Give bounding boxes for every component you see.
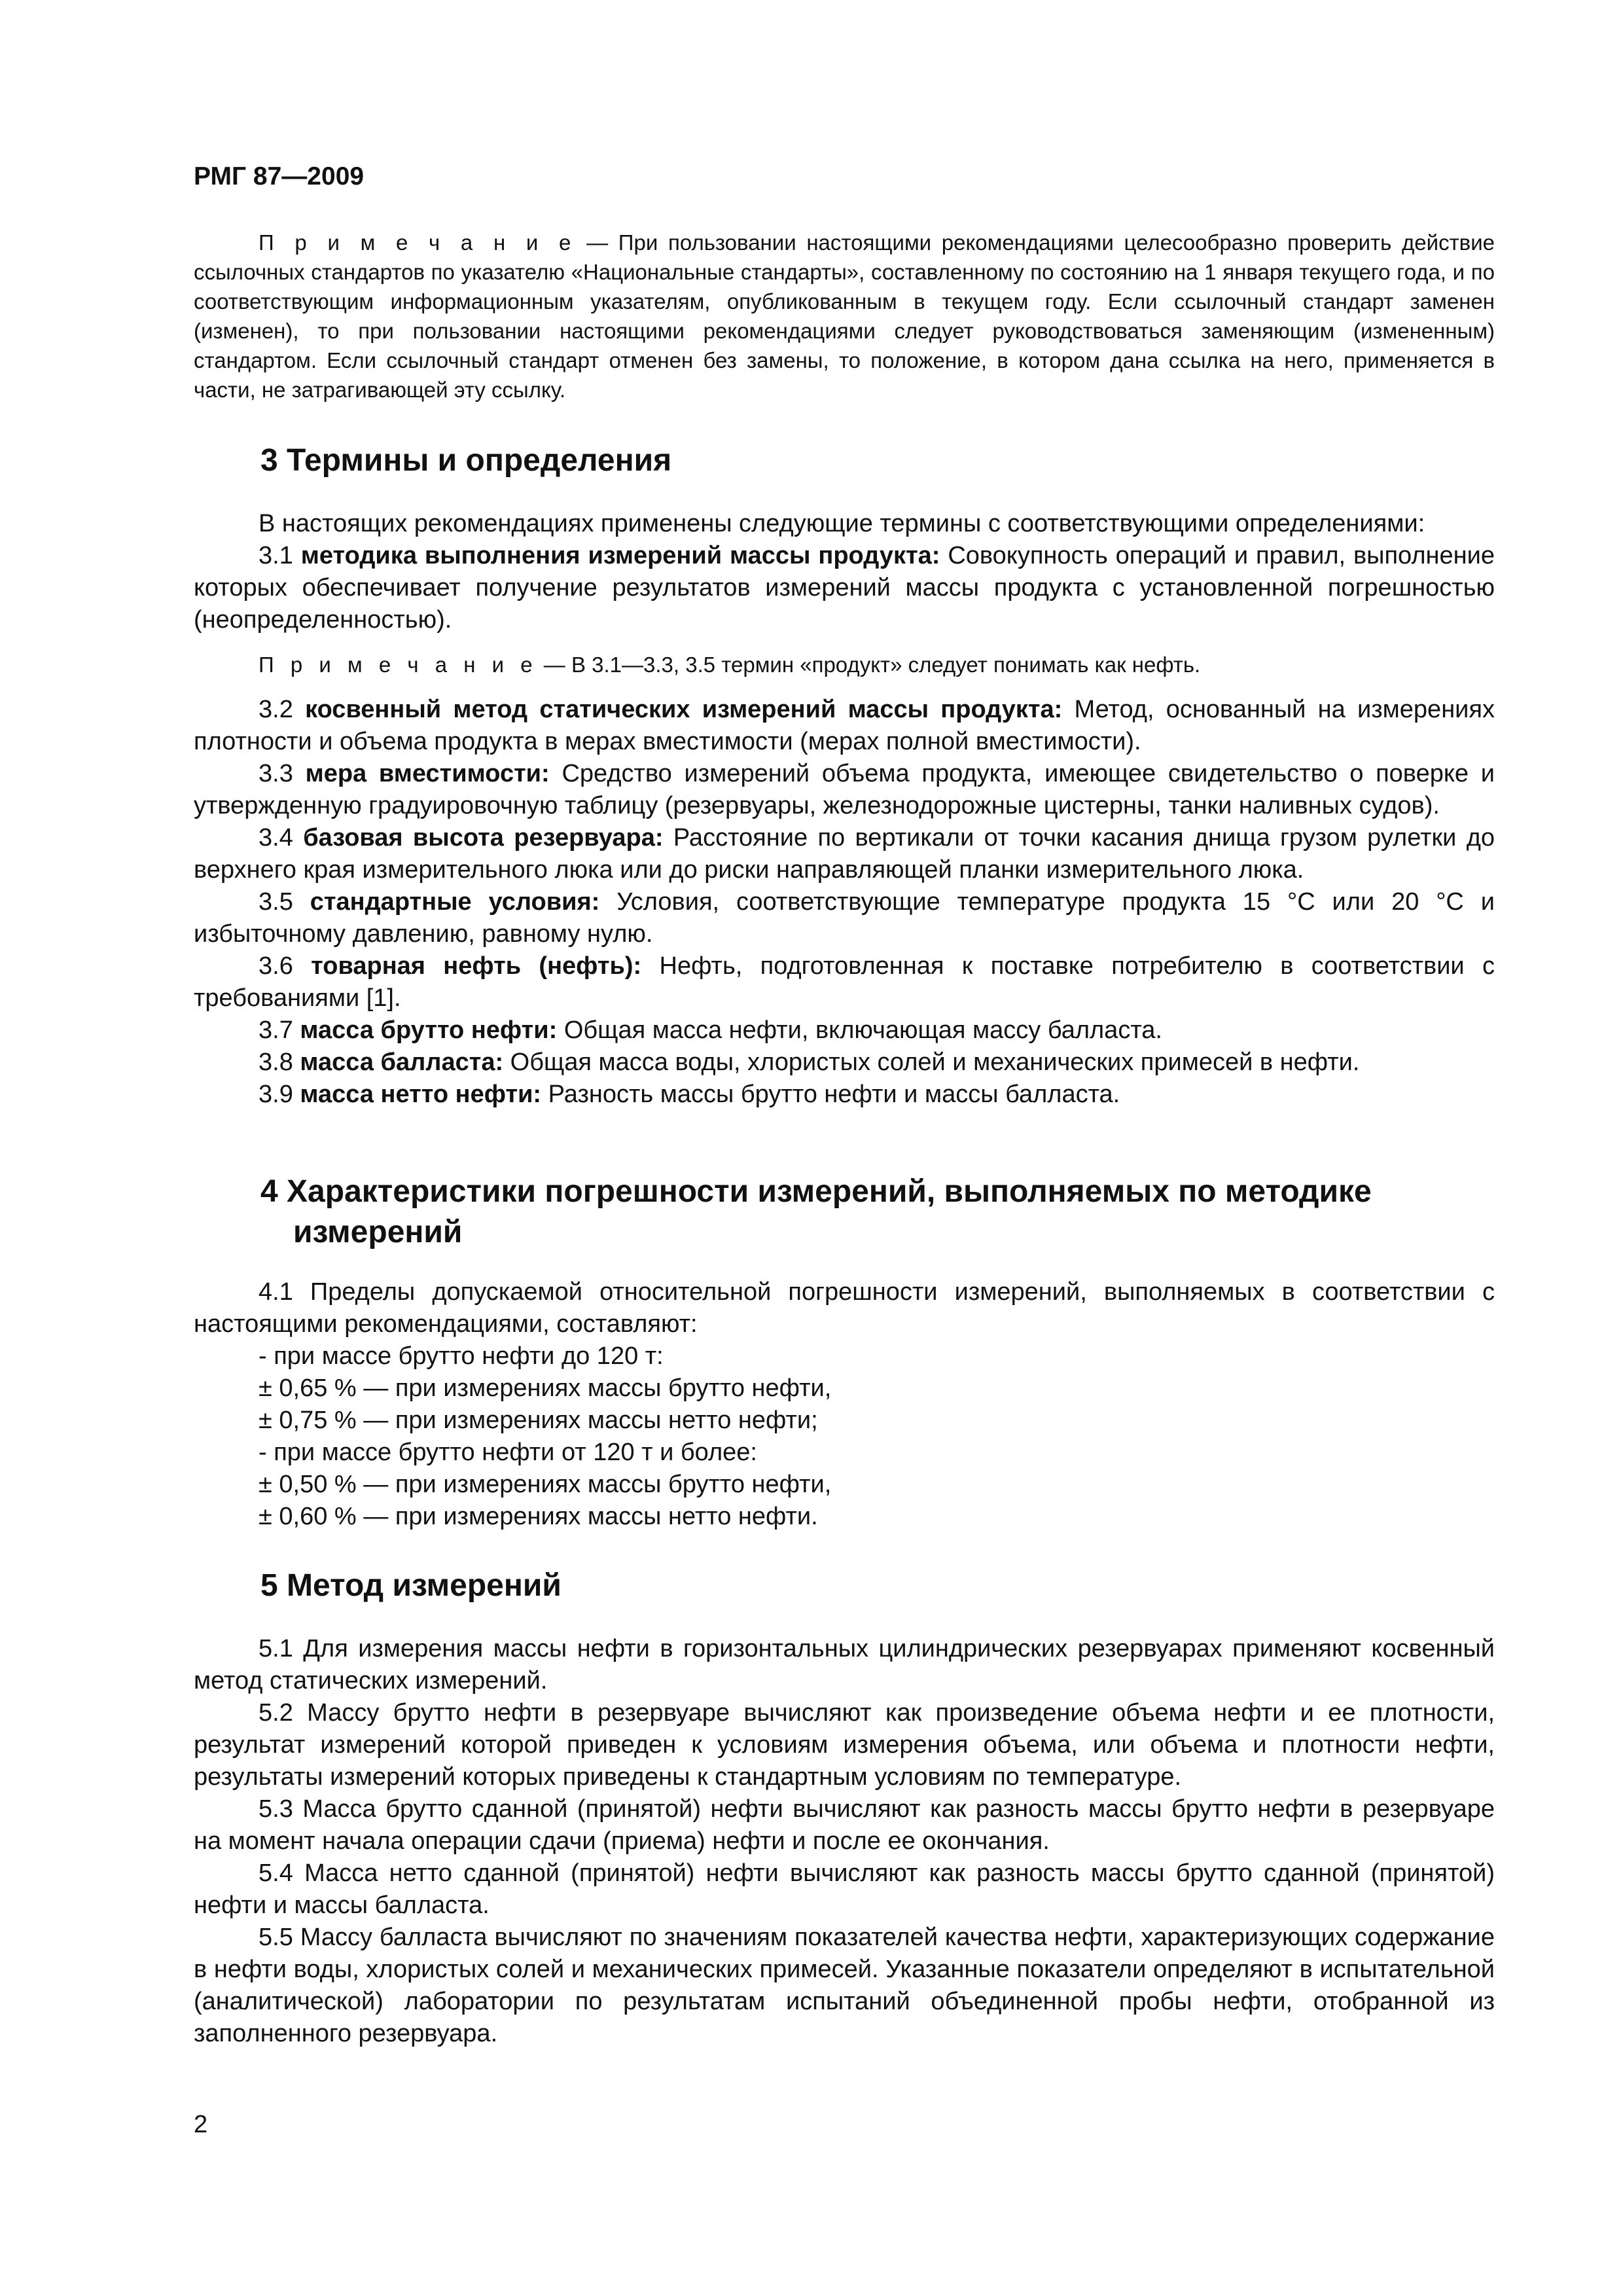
list-item: - при массе брутто нефти до 120 т: (259, 1342, 664, 1370)
term-definition: Метод, основанный на измерениях плотности и объема продукта в мерах вместимости (мерах полной вместимости). (194, 696, 1495, 755)
term-3-3 (194, 758, 1495, 822)
section-5-body (194, 1633, 1495, 2050)
term-name: косвенный метод статических измерений массы продукта: (305, 696, 1063, 723)
term-number: 3.8 (259, 1049, 300, 1076)
term-definition: Условия, соответствующие температуре продукта 15 °С или 20 °С и избыточному давлению, равному нулю. (194, 888, 1495, 948)
term-definition: Разность массы брутто нефти и массы балласта. (541, 1081, 1120, 1108)
term-number: 3.7 (259, 1016, 300, 1044)
note-label: П р и м е ч а н и е (259, 653, 538, 677)
term-number: 3.2 (259, 696, 306, 723)
note-text: — В 3.1—3.3, 3.5 термин «продукт» следует понимать как нефть. (537, 653, 1201, 677)
section-5-title: 5 Метод измерений (260, 1568, 562, 1603)
section-3-note (194, 650, 1495, 679)
paragraph-5-3: 5.3 Масса брутто сданной (принятой) нефти вычисляют как разность массы брутто нефти в резервуаре на момент начала операции сдачи (приема) нефти и после ее окончания. (194, 1795, 1495, 1855)
term-3-6 (194, 950, 1495, 1014)
term-number: 3.9 (259, 1081, 300, 1108)
term-3-8 (194, 1047, 1495, 1079)
term-definition: Нефть, подготовленная к поставке потребителю в соответствии с требованиями [1]. (194, 952, 1495, 1012)
term-number: 3.6 (259, 952, 312, 980)
term-name: мера вместимости: (305, 760, 550, 787)
term-3-7 (194, 1014, 1495, 1047)
term-name: масса балласта: (300, 1049, 504, 1076)
term-name: методика выполнения измерений массы продукта: (300, 542, 940, 569)
note-label: П р и м е ч а н и е (259, 230, 577, 255)
term-definition: Общая масса воды, хлористых солей и механических примесей в нефти. (503, 1049, 1360, 1076)
term-name: масса брутто нефти: (300, 1016, 558, 1044)
list-item: ± 0,60 % — при измерениях массы нетто нефти. (259, 1503, 818, 1530)
term-name: масса нетто нефти: (300, 1081, 542, 1108)
term-number: 3.5 (259, 888, 310, 916)
term-definition: Общая масса нефти, включающая массу балласта. (557, 1016, 1162, 1044)
term-definition: Расстояние по вертикали от точки касания днища грузом рулетки до верхнего края измерительного люка или до риски направляющей планки измерительного люка. (194, 824, 1495, 884)
term-3-1 (194, 540, 1495, 636)
term-definition: Средство измерений объема продукта, имеющее свидетельство о поверке и утвержденную градуировочную таблицу (резервуары, железнодорожные цистерны, танки наливных судов). (194, 760, 1495, 819)
list-item: ± 0,65 % — при измерениях массы брутто нефти, (259, 1374, 832, 1402)
document-code: РМГ 87—2009 (194, 162, 365, 190)
section-3-intro: В настоящих рекомендациях применены следующие термины с соответствующими определениями: (259, 510, 1425, 537)
term-name: товарная нефть (нефть): (311, 952, 642, 980)
term-name: стандартные условия: (310, 888, 600, 916)
section-3-terms (194, 694, 1495, 1111)
term-3-2 (194, 694, 1495, 758)
paragraph-5-2: 5.2 Массу брутто нефти в резервуаре вычисляют как произведение объема нефти и ее плотности, результат измерений которой приведен к условиям измерения объема, или объема и плотности нефти, результаты измерений которых приведены к стандартным условиям по температуре. (194, 1699, 1495, 1791)
term-3-9 (194, 1079, 1495, 1111)
page-number: 2 (194, 2111, 208, 2138)
paragraph-5-1: 5.1 Для измерения массы нефти в горизонтальных цилиндрических резервуарах применяют косвенный метод статических измерений. (194, 1635, 1495, 1695)
term-number: 3.1 (259, 542, 301, 569)
list-item: ± 0,50 % — при измерениях массы брутто нефти, (259, 1471, 832, 1498)
paragraph-4-1: 4.1 Пределы допускаемой относительной погрешности измерений, выполняемых в соответствии с настоящими рекомендациями, составляют: (194, 1278, 1495, 1338)
paragraph-5-4: 5.4 Масса нетто сданной (принятой) нефти вычисляют как разность массы брутто сданной (принятой) нефти и массы балласта. (194, 1859, 1495, 1919)
section-4-title: 4 Характеристики погрешности измерений, выполняемых по методике измерений (260, 1174, 1372, 1249)
section-3-body (194, 508, 1495, 636)
term-number: 3.3 (259, 760, 306, 787)
top-note (194, 228, 1495, 404)
term-number: 3.4 (259, 824, 304, 852)
term-3-4 (194, 822, 1495, 886)
list-item: - при массе брутто нефти от 120 т и более: (259, 1439, 757, 1466)
term-3-5 (194, 886, 1495, 950)
section-3-title: 3 Термины и определения (260, 443, 672, 478)
list-item: ± 0,75 % — при измерениях массы нетто нефти; (259, 1407, 818, 1434)
term-name: базовая высота резервуара: (303, 824, 664, 852)
section-4-body (194, 1276, 1495, 1533)
note-text: — При пользовании настоящими рекомендациями целесообразно проверить действие ссылочных стандартов по указателю «Национальные стандарты», составленному по состоянию на 1 января текущего года, и по соответствующим информационным указателям, опубликованным в текущем году. Если ссылочный стандарт заменен (изменен), то при пользовании настоящими рекомендациями следует руководствоваться заменяющим (измененным) стандартом. Если ссылочный стандарт отменен без замены, то положение, в котором дана ссылка на него, применяется в части, не затрагивающей эту ссылку. (194, 230, 1495, 402)
term-definition: Совокупность операций и правил, выполнение которых обеспечивает получение результатов измерений массы продукта с установленной погрешностью (неопределенностью). (194, 542, 1495, 634)
paragraph-5-5: 5.5 Массу балласта вычисляют по значениям показателей качества нефти, характеризующих содержание в нефти воды, хлористых солей и механических примесей. Указанные показатели определяют в испытательной (аналитической) лаборатории по результатам испытаний объединенной пробы нефти, отобранной из заполненного резервуара. (194, 1924, 1495, 2047)
